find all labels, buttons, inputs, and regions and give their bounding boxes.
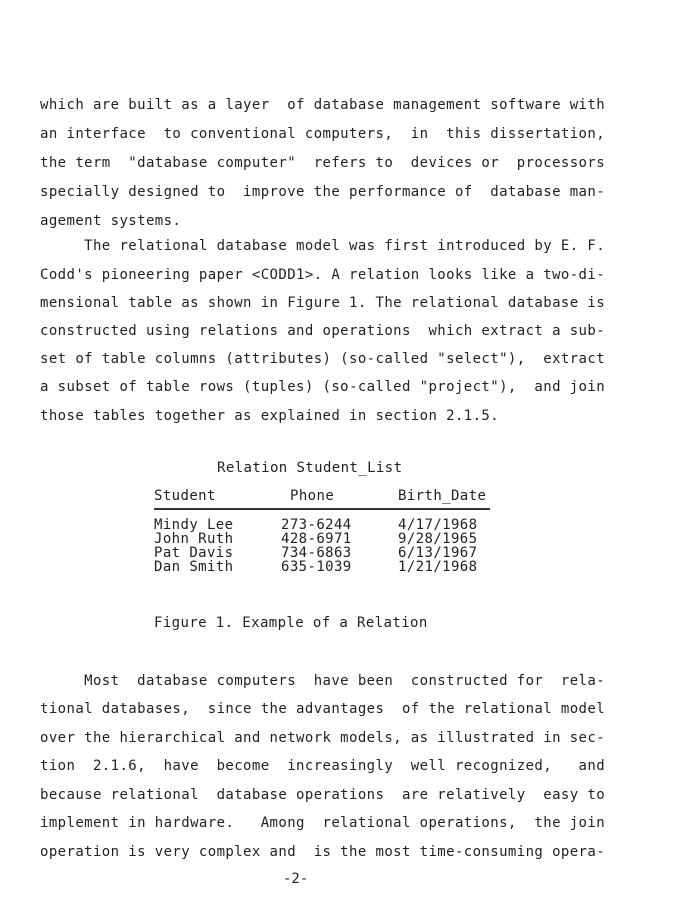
text-line: the term "database computer" refers to devices or processors: [40, 155, 606, 171]
table-row: [154, 546, 494, 560]
header-rule: [154, 508, 490, 510]
table-cell: 635-1039: [281, 559, 352, 575]
text-line: which are built as a layer of database management software with: [40, 97, 606, 113]
table-cell: Mindy Lee: [154, 517, 234, 533]
table-cell: 734-6863: [281, 545, 352, 561]
text-line: over the hierarchical and network models, as illustrated in sec-: [40, 730, 606, 746]
text-line: Most database computers have been constructed for rela-: [40, 673, 606, 689]
table-cell: John Ruth: [154, 531, 234, 547]
text-line: constructed using relations and operations which extract a sub-: [40, 323, 606, 339]
table-cell: 273-6244: [281, 517, 352, 533]
table-row: [154, 532, 494, 546]
text-line: implement in hardware. Among relational operations, the join: [40, 815, 606, 831]
figure-caption: Figure 1. Example of a Relation: [154, 615, 428, 631]
text-line: specially designed to improve the performance of database man-: [40, 184, 606, 200]
table-cell: 1/21/1968: [398, 559, 478, 575]
text-line: Codd's pioneering paper <CODD1>. A relation looks like a two-di-: [40, 267, 606, 283]
page-number: -2-: [283, 871, 309, 887]
table-row: [154, 518, 494, 532]
text-line: a subset of table rows (tuples) (so-called "project"), and join: [40, 379, 606, 395]
table-cell: Dan Smith: [154, 559, 234, 575]
text-line: an interface to conventional computers, in this dissertation,: [40, 126, 606, 142]
table-cell: Pat Davis: [154, 545, 234, 561]
text-line: operation is very complex and is the most time-consuming opera-: [40, 844, 606, 860]
table-cell: 4/17/1968: [398, 517, 478, 533]
table-cell: 9/28/1965: [398, 531, 478, 547]
column-header-birth-date: Birth_Date: [398, 488, 487, 504]
text-line: tional databases, since the advantages of the relational model: [40, 701, 606, 717]
column-header-student: Student: [154, 488, 216, 504]
text-line: those tables together as explained in section 2.1.5.: [40, 408, 500, 424]
text-line: mensional table as shown in Figure 1. The relational database is: [40, 295, 606, 311]
table-caption: Relation Student_List: [217, 460, 403, 476]
text-line: set of table columns (attributes) (so-called "select"), extract: [40, 351, 606, 367]
table-header-row: [154, 488, 494, 508]
table-cell: 6/13/1967: [398, 545, 478, 561]
column-header-phone: Phone: [290, 488, 335, 504]
text-line: agement systems.: [40, 213, 182, 229]
text-line: because relational database operations are relatively easy to: [40, 787, 606, 803]
table-cell: 428-6971: [281, 531, 352, 547]
text-line: tion 2.1.6, have become increasingly well recognized, and: [40, 758, 606, 774]
table-row: [154, 560, 494, 574]
text-line: The relational database model was first introduced by E. F.: [40, 238, 606, 254]
